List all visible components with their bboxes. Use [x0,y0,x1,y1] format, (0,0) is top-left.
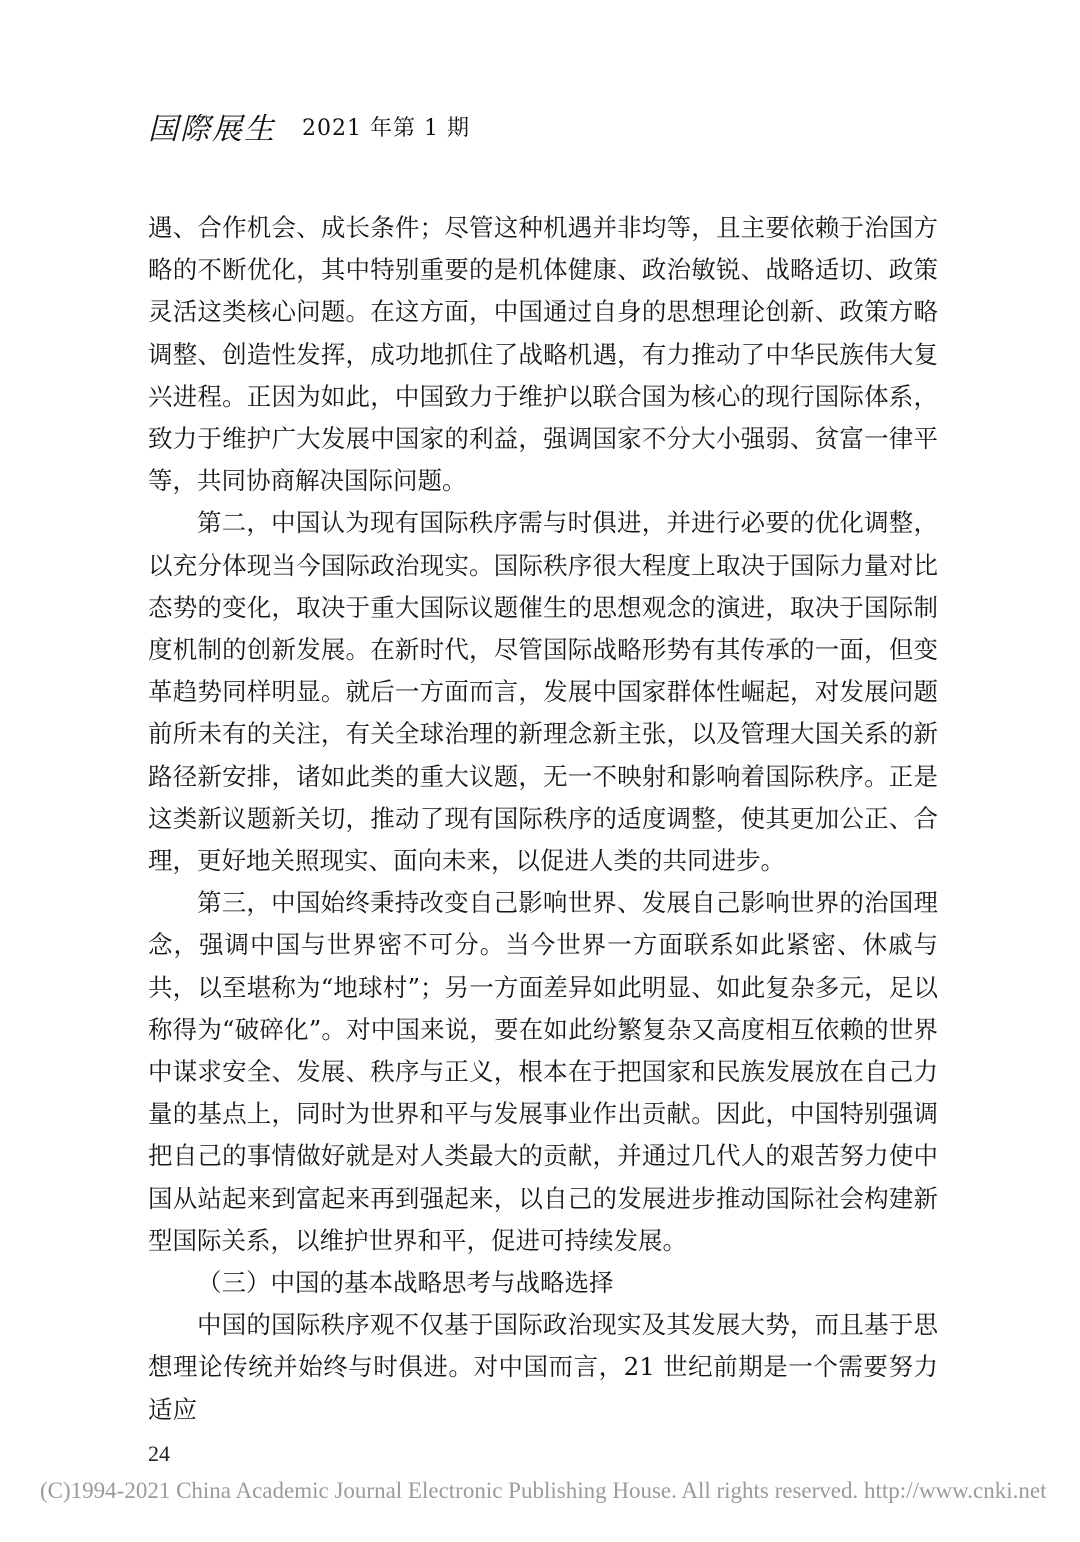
body-text [148,207,938,1431]
journal-logo: 国際展生 [148,112,276,147]
issue-label: 2021 年第 1 期 [302,115,470,141]
page-number: 24 [148,1441,170,1466]
copyright-watermark: (C)1994-2021 China Academic Journal Electronic Publishing House. All rights reserved. http://www.cnki.net [40,1478,1047,1503]
paragraph-second-point: 第二，中国认为现有国际秩序需与时俱进，并进行必要的优化调整，以充分体现当今国际政治现实。国际秩序很大程度上取决于国际力量对比态势的变化，取决于重大国际议题催生的思想观念的演进，取决于国际制度机制的创新发展。在新时代，尽管国际战略形势有其传承的一面，但变革趋势同样明显。就后一方面而言，发展中国家群体性崛起，对发展问题前所未有的关注，有关全球治理的新理念新主张，以及管理大国关系的新路径新安排，诸如此类的重大议题，无一不映射和影响着国际秩序。正是这类新议题新关切，推动了现有国际秩序的适度调整，使其更加公正、合理，更好地关照现实、面向未来，以促进人类的共同进步。 [148,508,938,876]
running-header [148,106,470,146]
paragraph-third-point: 第三，中国始终秉持改变自己影响世界、发展自己影响世界的治国理念，强调中国与世界密不可分。当今世界一方面联系如此紧密、休戚与共，以至堪称为“地球村”；另一方面差异如此明显、如此复杂多元，足以称得为“破碎化”。对中国来说，要在如此纷繁复杂又高度相互依赖的世界中谋求安全、发展、秩序与正义，根本在于把国家和民族发展放在自己力量的基点上，同时为世界和平与发展事业作出贡献。因此，中国特别强调把自己的事情做好就是对人类最大的贡献，并通过几代人的艰苦努力使中国从站起来到富起来再到强起来，以自己的发展进步推动国际社会构建新型国际关系，以维护世界和平，促进可持续发展。 [148,888,938,1255]
paragraph-section-intro: 中国的国际秩序观不仅基于国际政治现实及其发展大势，而且基于思想理论传统并始终与时俱进。对中国而言，21 世纪前期是一个需要努力适应 [148,1310,938,1424]
paragraph-continued: 遇、合作机会、成长条件；尽管这种机遇并非均等，且主要依赖于治国方略的不断优化，其中特别重要的是机体健康、政治敏锐、战略适切、政策灵活这类核心问题。在这方面，中国通过自身的思想理论创新、政策方略调整、创造性发挥，成功地抓住了战略机遇，有力推动了中华民族伟大复兴进程。正因为如此，中国致力于维护以联合国为核心的现行国际体系，致力于维护广大发展中国家的利益，强调国家不分大小强弱、贫富一律平等，共同协商解决国际问题。 [148,213,938,496]
section-heading: （三）中国的基本战略思考与战略选择 [197,1268,614,1298]
